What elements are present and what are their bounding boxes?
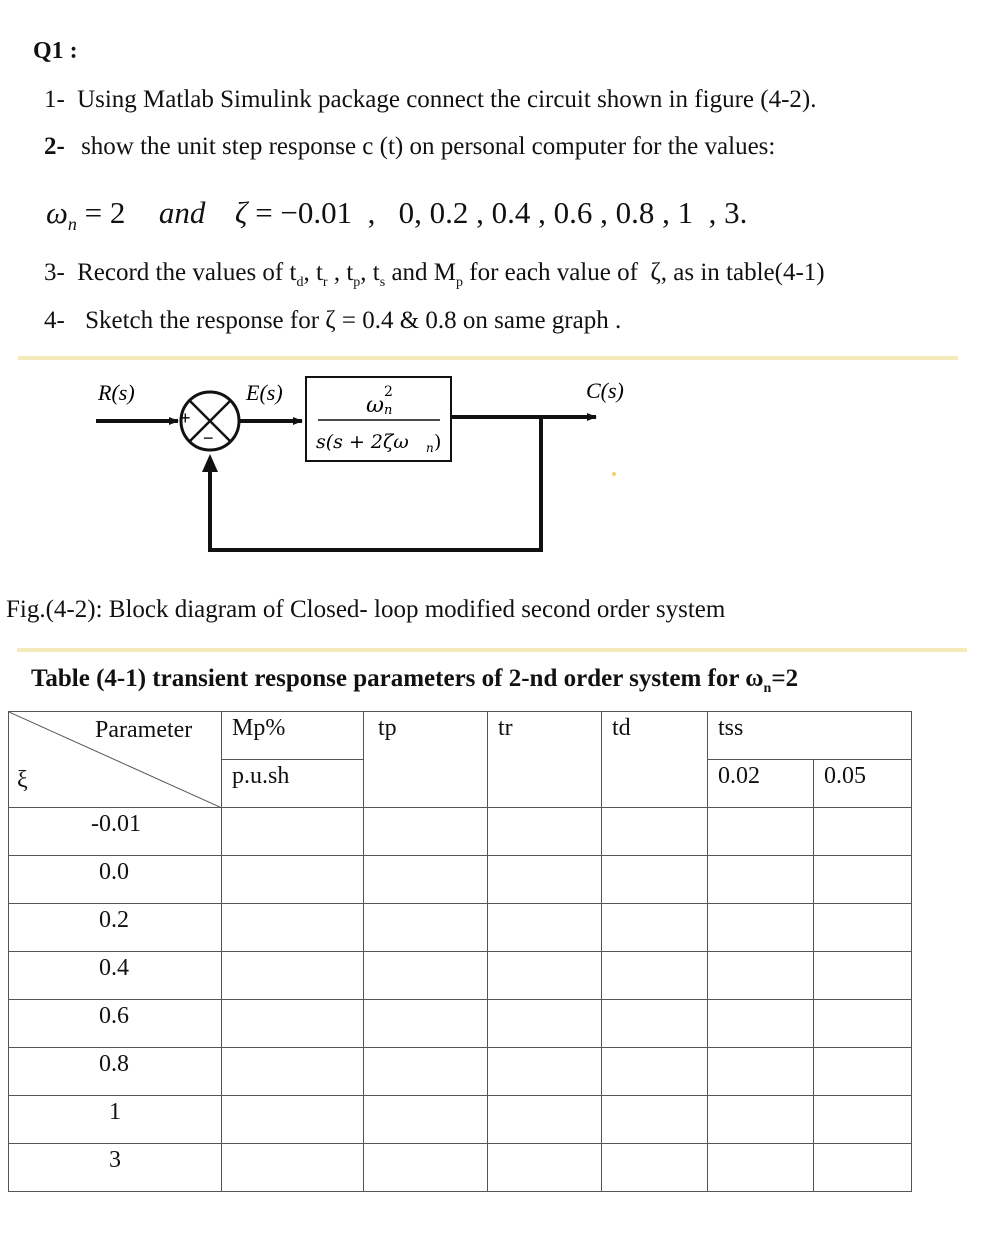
and-word: and [158, 195, 206, 230]
empty-cell [814, 856, 912, 904]
subheader-tss-b-text: 0.05 [824, 763, 866, 789]
instruction-4-text: Sketch the response for ζ = 0.4 & 0.8 on same graph . [85, 307, 622, 334]
empty-cell [602, 856, 708, 904]
subheader-mp [222, 760, 364, 808]
empty-cell [364, 952, 488, 1000]
omega-value: = 2 [84, 195, 126, 230]
empty-cell [364, 1048, 488, 1096]
empty-cell [708, 1048, 814, 1096]
empty-cell [602, 1144, 708, 1192]
empty-cell [488, 808, 602, 856]
empty-cell [602, 1096, 708, 1144]
empty-cell [814, 904, 912, 952]
header-td [602, 712, 708, 808]
empty-cell [708, 856, 814, 904]
empty-cell [222, 952, 364, 1000]
denominator: s(s + 2ζω [316, 431, 409, 453]
table-title-text: Table (4-1) transient response parameters of 2-nd order system for ω [31, 665, 764, 692]
empty-cell [814, 1000, 912, 1048]
sub-d: d [296, 275, 304, 290]
table-row [9, 1096, 912, 1144]
header-tr-text: tr [498, 715, 513, 741]
empty-cell [708, 808, 814, 856]
table-row [9, 904, 912, 952]
header-tss-text: tss [718, 715, 744, 741]
empty-cell [222, 1096, 364, 1144]
response-table [8, 711, 912, 1192]
zeta-value: 0.6 [99, 1003, 129, 1029]
subheader-tss-b [814, 760, 912, 808]
empty-cell [364, 1000, 488, 1048]
empty-cell [364, 856, 488, 904]
instruction-1-number: 1- [44, 86, 65, 113]
empty-cell [364, 808, 488, 856]
table-title [31, 665, 798, 697]
feedback-arrowhead [202, 454, 218, 472]
zeta-value: -0.01 [91, 811, 141, 837]
stray-dot [612, 472, 616, 476]
empty-cell [602, 952, 708, 1000]
block-diagram [0, 360, 1006, 585]
table-row [9, 856, 912, 904]
instruction-3-text-a: Record the values of t [77, 259, 297, 286]
instruction-3-text-d: , t [360, 259, 380, 286]
zeta-cell [9, 808, 222, 856]
instruction-1-text: Using Matlab Simulink package connect the circuit shown in figure (4-2). [77, 86, 817, 113]
numerator-omega: ω [366, 393, 384, 418]
error-label: E(s) [246, 380, 283, 405]
zeta-cell [9, 904, 222, 952]
table-row [9, 952, 912, 1000]
empty-cell [488, 952, 602, 1000]
subheader-tss-a [708, 760, 814, 808]
zeta-cell [9, 952, 222, 1000]
empty-cell [708, 904, 814, 952]
zeta-cell [9, 1048, 222, 1096]
empty-cell [222, 856, 364, 904]
empty-cell [602, 808, 708, 856]
zeta-symbol: ζ [234, 195, 248, 230]
empty-cell [814, 1048, 912, 1096]
corner-zeta: ξ [17, 767, 28, 793]
header-mp-text: Mp% [232, 715, 286, 741]
empty-cell [602, 1000, 708, 1048]
corner-cell [9, 712, 222, 808]
subheader-mp-text: p.u.sh [232, 763, 290, 789]
instruction-3-text-f: for each value of ζ, as in table(4-1) [463, 259, 825, 286]
zeta-cell [9, 1096, 222, 1144]
zeta-value: 3 [109, 1147, 121, 1173]
input-label: R(s) [98, 380, 135, 405]
empty-cell [814, 1144, 912, 1192]
zeta-cell [9, 856, 222, 904]
instruction-3-text-e: and M [385, 259, 457, 286]
empty-cell [708, 1096, 814, 1144]
instruction-3-text-b: , t [303, 259, 323, 286]
header-mp [222, 712, 364, 760]
table-row [9, 1048, 912, 1096]
table-row [9, 1144, 912, 1192]
table-title-sub: n [763, 681, 772, 696]
empty-cell [488, 1048, 602, 1096]
header-tp [364, 712, 488, 808]
zeta-values: = −0.01 , 0, 0.2 , 0.4 , 0.6 , 0.8 , 1 , 3. [255, 195, 748, 230]
empty-cell [222, 1048, 364, 1096]
numerator-sub: n [384, 403, 393, 418]
sub-r: r [322, 275, 328, 290]
zeta-cell [9, 1144, 222, 1192]
empty-cell [708, 952, 814, 1000]
empty-cell [488, 856, 602, 904]
instruction-4 [44, 307, 621, 335]
header-tr [488, 712, 602, 808]
divider-bottom [17, 648, 967, 652]
sub-s: s [379, 275, 386, 290]
empty-cell [222, 808, 364, 856]
header-tss [708, 712, 912, 760]
table-title-end: =2 [771, 665, 799, 692]
zeta-value: 0.2 [99, 907, 129, 933]
zeta-value: 1 [109, 1099, 121, 1125]
empty-cell [602, 1048, 708, 1096]
denominator-close: ) [434, 431, 442, 453]
sub-p2: p [456, 275, 464, 290]
empty-cell [364, 1144, 488, 1192]
empty-cell [488, 1000, 602, 1048]
omega-subscript: n [67, 214, 77, 235]
empty-cell [364, 904, 488, 952]
zeta-value: 0.8 [99, 1051, 129, 1077]
header-td-text: td [612, 715, 631, 741]
empty-cell [488, 1096, 602, 1144]
figure-caption: Fig.(4-2): Block diagram of Closed- loop modified second order system [6, 596, 726, 623]
sub-p: p [353, 275, 361, 290]
subheader-tss-a-text: 0.02 [718, 763, 760, 789]
instruction-3 [44, 259, 825, 291]
corner-parameter: Parameter [95, 717, 193, 743]
instruction-3-number: 3- [44, 259, 65, 286]
instruction-2-text: show the unit step response c (t) on personal computer for the values: [81, 133, 776, 160]
empty-cell [814, 1096, 912, 1144]
omega-symbol: ω [46, 195, 68, 230]
instruction-1 [44, 86, 816, 114]
empty-cell [602, 904, 708, 952]
empty-cell [364, 1096, 488, 1144]
parameter-equation [46, 195, 747, 235]
instruction-2-number: 2- [44, 133, 65, 160]
plus-sign: + [180, 408, 191, 428]
header-tp-text: tp [378, 715, 397, 741]
empty-cell [222, 904, 364, 952]
empty-cell [708, 1144, 814, 1192]
zeta-cell [9, 1000, 222, 1048]
minus-sign: − [203, 428, 214, 448]
empty-cell [222, 1144, 364, 1192]
table-header-row [9, 712, 912, 760]
empty-cell [814, 808, 912, 856]
empty-cell [488, 904, 602, 952]
instruction-2 [44, 133, 775, 161]
table-row [9, 1000, 912, 1048]
empty-cell [708, 1000, 814, 1048]
empty-cell [814, 952, 912, 1000]
instruction-4-number: 4- [44, 307, 65, 334]
denominator-sub: n [426, 441, 434, 455]
empty-cell [488, 1144, 602, 1192]
zeta-value: 0.0 [99, 859, 129, 885]
question-title: Q1 : [33, 38, 78, 64]
instruction-3-text-c: , t [327, 259, 354, 286]
zeta-value: 0.4 [99, 955, 129, 981]
numerator-sup: 2 [384, 384, 393, 400]
empty-cell [222, 1000, 364, 1048]
table-row [9, 808, 912, 856]
output-label: C(s) [586, 378, 624, 403]
